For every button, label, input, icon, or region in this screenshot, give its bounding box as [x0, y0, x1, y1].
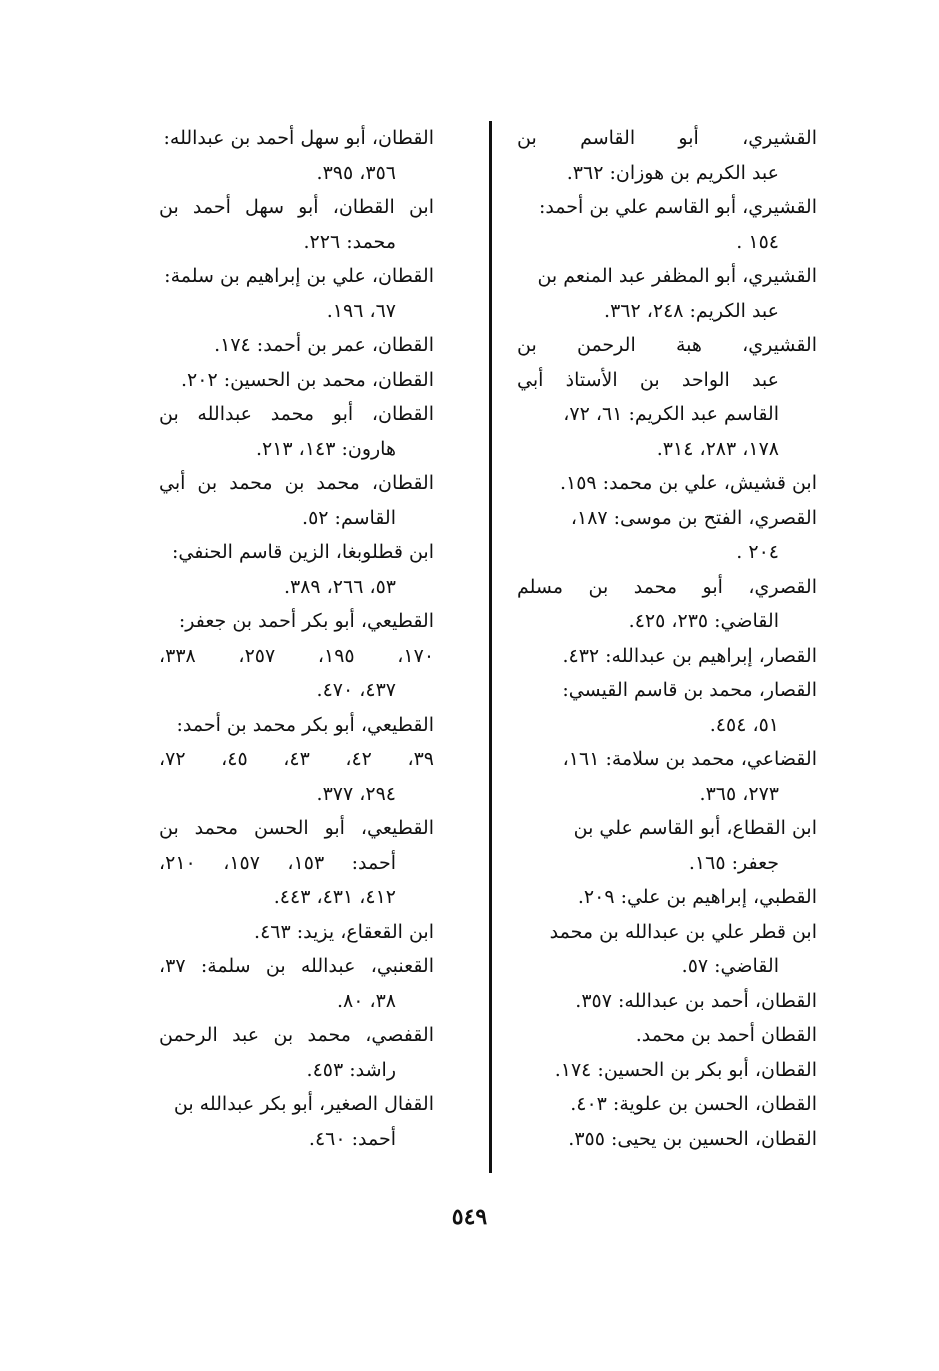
index-entry-continuation: القاضي: ٥٧. [681, 955, 779, 977]
index-entry: القطان، محمد بن الحسين: ٢٠٢. [180, 368, 434, 391]
index-entry: القطيعي، أبو بكر أحمد بن جعفر: [178, 610, 434, 632]
column-divider [489, 121, 492, 1173]
index-entry-continuation: القاسم: ٥٢. [302, 506, 396, 529]
index-entry: ابن القطاع، أبو القاسم علي بن [573, 817, 817, 839]
index-entry: القفصي، محمد بن عبد الرحمن [159, 1024, 434, 1046]
index-entry-continuation: أحمد: ١٥٣، ١٥٧، ٢١٠، [159, 851, 396, 874]
index-entry-continuation: ١٥٤ . [736, 230, 779, 253]
index-entry: القطان، أحمد بن عبدالله: ٣٥٧. [575, 989, 817, 1012]
index-entry: القطان أحمد بن محمد. [635, 1024, 817, 1046]
index-entry: القعنبي، عبدالله بن سلمة: ٣٧، [159, 955, 434, 977]
index-entry: القطان، أبو محمد عبدالله بن [159, 403, 434, 425]
index-entry: القطيعي، أبو بكر محمد بن أحمد: [176, 713, 434, 736]
index-entry: القصار، محمد بن قاسم القيسي: [562, 679, 817, 701]
index-entry: القطبي، إبراهيم بن علي: ٢٠٩. [577, 886, 817, 908]
index-entry: ابن قطلوبغا، الزين قاسم الحنفي: [172, 541, 434, 563]
index-entry-continuation: ٥٣، ٢٦٦، ٣٨٩. [283, 575, 396, 598]
index-entry: القشيري، أبو القاسم بن [517, 127, 817, 149]
index-entry-continuation: عبد الكريم: ٢٤٨، ٣٦٢. [604, 299, 779, 322]
index-entry-continuation: ٣٨، ٨٠. [336, 989, 396, 1012]
index-entry-continuation: ٤٣٧، ٤٧٠. [316, 679, 396, 701]
index-entry-continuation: القاسم عبد الكريم: ٦١، ٧٢، [563, 403, 779, 425]
index-entry-continuation: ٥١، ٤٥٤. [709, 713, 779, 736]
index-entry: القطان، أبو بكر بن الحسين: ١٧٤. [554, 1058, 817, 1081]
index-entry: القطان، عمر بن أحمد: ١٧٤. [214, 334, 434, 356]
index-entry-continuation: عبد الكريم بن هوزان: ٣٦٢. [566, 161, 779, 184]
index-entry: ابن قطر علي بن عبدالله بن محمد [549, 920, 817, 943]
index-entry: ابن قشيش، علي بن محمد: ١٥٩. [559, 472, 817, 494]
index-entry-continuation: ٣٥٦، ٣٩٥. [316, 161, 396, 184]
index-entry: القصري، أبو محمد بن مسلم [517, 575, 817, 598]
index-entry-continuation: جعفر: ١٦٥. [688, 851, 779, 874]
index-entry: ابن القطان، أبو سهل أحمد بن [159, 196, 434, 218]
index-entry: القطيعي، أبو الحسن محمد بن [159, 817, 434, 839]
index-entry-continuation: محمد: ٢٢٦. [303, 230, 396, 253]
index-entry-continuation: أحمد: ٤٦٠. [308, 1127, 396, 1150]
index-entry: القشيري، هبة الرحمن بن [517, 334, 817, 356]
index-column-left [159, 121, 434, 1156]
index-entry: القضاعي، محمد بن سلامة: ١٦١، [562, 748, 817, 770]
index-entry-continuation: القاضي: ٢٣٥، ٤٢٥. [628, 610, 779, 632]
index-entry: القصري، الفتح بن موسى: ١٨٧، [570, 506, 817, 529]
page-number: ٥٤٩ [451, 1204, 488, 1230]
index-entry-continuation: عبد الواحد بن الأستاذ أبي [517, 368, 779, 391]
index-entry: القطان، محمد بن محمد بن أبي [159, 472, 434, 494]
index-entry-continuation: ١٧٨، ٢٨٣، ٣١٤. [656, 437, 779, 460]
index-entry-continuation: ٤١٢، ٤٣١، ٤٤٣. [273, 886, 396, 908]
index-entry-continuation: راشد: ٤٥٣. [306, 1058, 396, 1081]
index-entry-continuation: ٢٩٤، ٣٧٧. [316, 782, 396, 805]
index-entry-continuation: هارون: ١٤٣، ٢١٣. [255, 437, 396, 460]
index-entry-continuation: ٢٠٤ . [736, 541, 779, 563]
index-entry-continuation: ٦٧، ١٩٦. [326, 299, 396, 322]
index-entry: القطان، أبو سهل أحمد بن عبدالله: [163, 127, 434, 149]
index-entry: القشيري، أبو القاسم علي بن أحمد: [538, 196, 817, 218]
index-entry: ابن القعقاع، يزيد: ٤٦٣. [254, 920, 434, 943]
index-entry: القطان، الحسين بن يحيى: ٣٥٥. [568, 1127, 817, 1150]
index-entry: ٣٩، ٤٢، ٤٣، ٤٥، ٧٢، [159, 748, 434, 770]
index-entry: القفال الصغير، أبو بكر عبدالله بن [173, 1093, 434, 1115]
index-entry-continuation: ٢٧٣، ٣٦٥. [699, 782, 779, 805]
index-column-right [517, 121, 817, 1156]
index-entry: القطان، علي بن إبراهيم بن سلمة: [164, 265, 434, 287]
index-entry: القصار، إبراهيم بن عبدالله: ٤٣٢. [562, 644, 817, 667]
index-entry: القطان، الحسن بن علوية: ٤٠٣. [570, 1093, 817, 1115]
index-entry: القشيري، أبو المظفر عبد المنعم بن [537, 265, 817, 287]
index-entry: ١٧٠، ١٩٥، ٢٥٧، ٣٣٨، [159, 644, 435, 667]
